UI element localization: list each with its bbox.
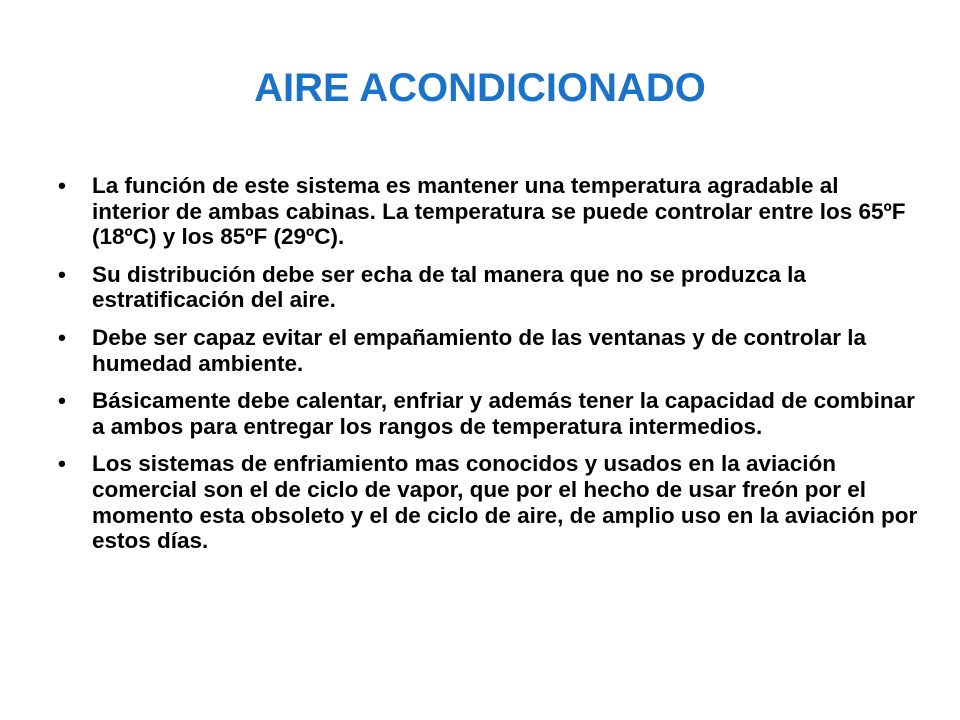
bullet-item — [58, 451, 922, 554]
bullet-item — [58, 261, 922, 313]
bullet-text: Los sistemas de enfriamiento mas conocidos y usados en la aviación comercial son el de ciclo de vapor, que por el hecho de usar freón por el momento esta obsoleto y el de ciclo de aire, de amplio uso en la aviación por estos días. — [92, 451, 918, 554]
bullet-item — [58, 388, 922, 439]
slide-title: AIRE ACONDICIONADO — [254, 66, 706, 110]
bullet-text: Su distribución debe ser echa de tal manera que no se produzca la estratificación del aire. — [92, 261, 806, 313]
bullet-item — [58, 324, 922, 376]
bullet-text: Básicamente debe calentar, enfriar y además tener la capacidad de combinar a ambos para entregar los rangos de temperatura intermedios. — [92, 388, 915, 439]
bullet-dot-icon: • — [58, 324, 66, 350]
bullet-dot-icon: • — [58, 388, 66, 414]
bullet-text: La función de este sistema es mantener una temperatura agradable al interior de ambas cabinas. La temperatura se puede controlar entre los 65ºF (18ºC) y los 85ºF (29ºC). — [92, 173, 906, 250]
bullet-dot-icon: • — [58, 173, 66, 198]
bullet-dot-icon: • — [58, 261, 66, 287]
bullet-text: Debe ser capaz evitar el empañamiento de las ventanas y de controlar la humedad ambiente. — [92, 324, 867, 376]
bullet-item — [58, 173, 922, 250]
bullet-list — [58, 173, 922, 566]
bullet-dot-icon: • — [58, 451, 66, 477]
